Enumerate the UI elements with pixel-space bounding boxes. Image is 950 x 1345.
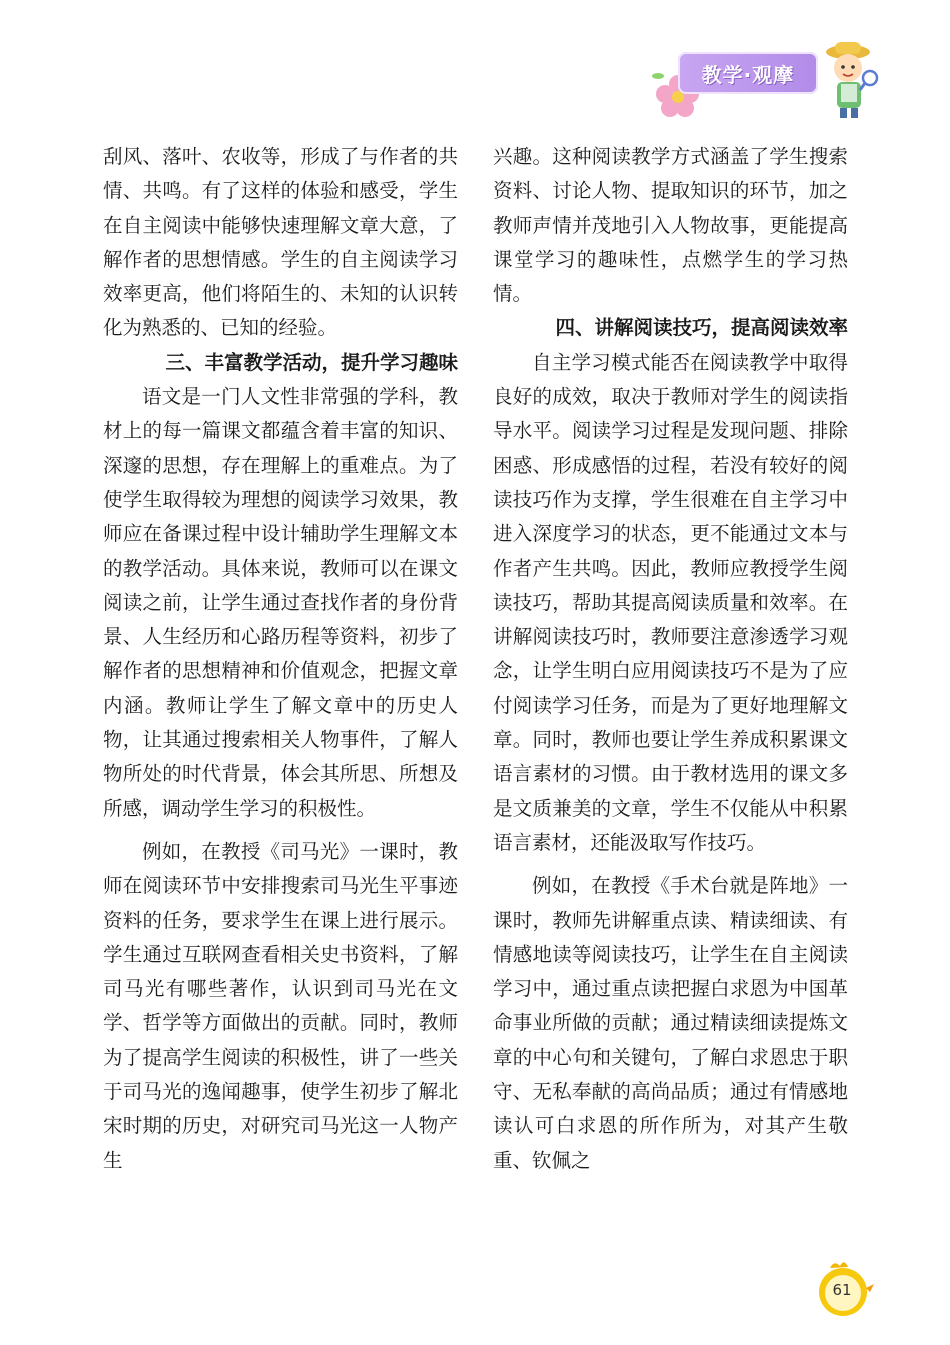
page-number: 61 <box>832 1281 852 1299</box>
right-column <box>493 140 848 1178</box>
paragraph: 例如，在教授《手术台就是阵地》一课时，教师先讲解重点读、精读细读、有情感地读等阅读技巧，让学生在自主阅读学习中，通过重点读把握白求恩为中国革命事业所做的贡献；通过精读细读提炼文章的中心句和关键句，了解白求恩忠于职守、无私奉献的高尚品质；通过有情感地读认可白求恩的所作所为，对其产生敬重、钦佩之 <box>493 874 848 1172</box>
section-heading-4: 四、讲解阅读技巧，提高阅读效率 <box>555 316 848 340</box>
section-badge: 教学·观摩 <box>678 52 818 94</box>
paragraph: 语文是一门人文性非常强的学科，教材上的每一篇课文都蕴含着丰富的知识、深邃的思想，存在理解上的重难点。为了使学生取得较为理想的阅读学习效果，教师应在备课过程中设计辅助学生理解文本的教学活动。具体来说，教师可以在课文阅读之前，让学生通过查找作者的身份背景、人生经历和心路历程等资料，初步了解作者的思想精神和价值观念，把握文章内涵。教师让学生了解文章中的历史人物，让其通过搜索相关人物事件，了解人物所处的时代背景，体会其所思、所想及所感，调动学生学习的积极性。 <box>103 385 458 820</box>
paragraph: 自主学习模式能否在阅读教学中取得良好的成效，取决于教师对学生的阅读指导水平。阅读学习过程是发现问题、排除困惑、形成感悟的过程，若没有较好的阅读技巧作为支撑，学生很难在自主学习中进入深度学习的状态，更不能通过文本与作者产生共鸣。因此，教师应教授学生阅读技巧，帮助其提高阅读质量和效率。在讲解阅读技巧时，教师要注意渗透学习观念，让学生明白应用阅读技巧不是为了应付阅读学习任务，而是为了更好地理解文章。同时，教师也要让学生养成积累课文语言素材的习惯。由于教材选用的课文多是文质兼美的文章，学生不仅能从中积累语言素材，还能汲取写作技巧。 <box>493 350 848 854</box>
paragraph: 兴趣。这种阅读教学方式涵盖了学生搜索资料、讨论人物、提取知识的环节，加之教师声情并茂地引入人物故事，更能提高课堂学习的趣味性，点燃学生的学习热情。 <box>493 145 848 306</box>
paragraph: 刮风、落叶、农收等，形成了与作者的共情、共鸣。有了这样的体验和感受，学生在自主阅读中能够快速理解文章大意，了解作者的思想情感。学生的自主阅读学习效率更高，他们将陌生的、未知的认识转化为熟悉的、已知的经验。 <box>103 145 458 340</box>
section-heading-3: 三、丰富教学活动，提升学习趣味 <box>165 350 458 374</box>
section-header <box>650 38 880 120</box>
paragraph: 例如，在教授《司马光》一课时，教师在阅读环节中安排搜索司马光生平事迹资料的任务，要求学生在课上进行展示。学生通过互联网查看相关史书资料，了解司马光有哪些著作，认识到司马光在文学、哲学等方面做出的贡献。同时，教师为了提高学生阅读的积极性，讲了一些关于司马光的逸闻趣事，使学生初步了解北宋时期的历史，对研究司马光这一人物产生 <box>103 839 458 1172</box>
left-column <box>103 140 458 1178</box>
explorer-kid-icon <box>818 38 880 120</box>
